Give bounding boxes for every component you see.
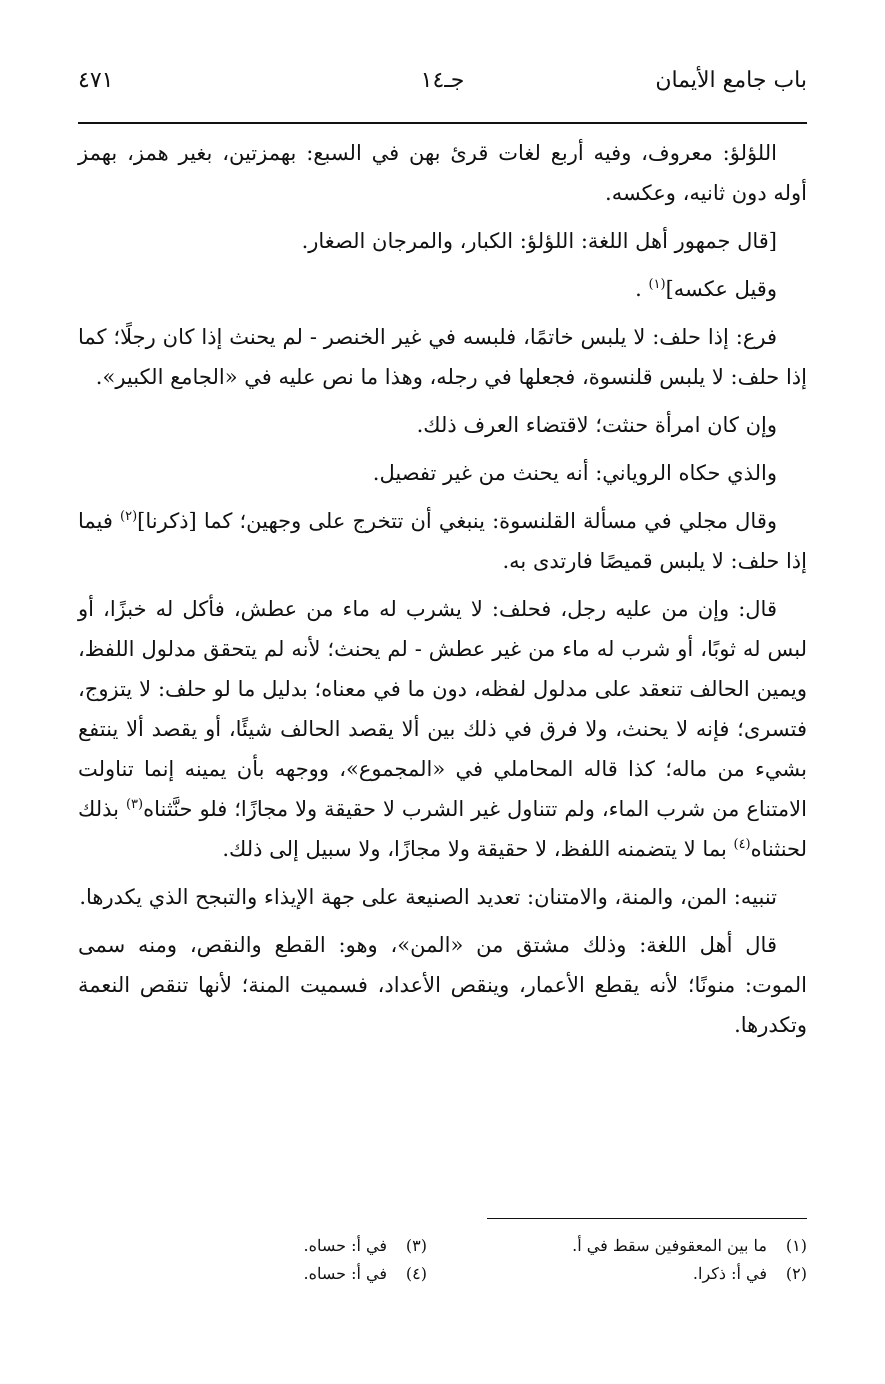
paragraph [78, 877, 807, 917]
header-divider [78, 122, 807, 124]
main-text [78, 133, 807, 1053]
paragraph-text: وقال مجلي في مسألة القلنسوة: ينبغي أن تتخرج على وجهين؛ كما [ذكرنا] [137, 509, 777, 533]
footnote [97, 1232, 427, 1260]
paragraph-text: تنبيه: المن، والمنة، والامتنان: تعديد الصنيعة على جهة الإيذاء والتبجح الذي يكدرها. [79, 885, 777, 909]
volume-label: جـ١٤ [420, 68, 465, 93]
paragraph-text: فيما إذا حلف: لا يلبس قميصًا فارتدى به. [78, 509, 807, 573]
footnote-marker: (٢) [120, 509, 138, 524]
footnote-marker: (٣) [125, 797, 144, 812]
footnote-number: (١) [785, 1236, 807, 1255]
footnote-marker: (١) [648, 277, 666, 292]
paragraph-text: اللؤلؤ: معروف، وفيه أربع لغات قرئ بهن في السبع: بهمزتين، بغير همز، بهمز أوله دون ثانيه، وعكسه. [78, 141, 807, 205]
paragraph [78, 317, 807, 397]
footnotes-column-right [477, 1232, 807, 1288]
paragraph-text: قال أهل اللغة: وذلك مشتق من «المن»، وهو: القطع والنقص، ومنه سمى الموت: منونًا؛ لأنه يقطع الأعمار، وينقص الأعداد، فسميت المنة؛ لأنها تنقص النعمة وتكدرها. [78, 933, 807, 1037]
footnote-number: (٤) [405, 1264, 427, 1283]
footnote-text: في أ: حساه. [303, 1264, 387, 1283]
paragraph-text: والذي حكاه الروياني: أنه يحنث من غير تفصيل. [372, 461, 777, 485]
footnote-text: في أ: حساه. [303, 1236, 387, 1255]
paragraph [78, 925, 807, 1045]
footnote-number: (٣) [405, 1236, 427, 1255]
paragraph-text: بما لا يتضمنه اللفظ، لا حقيقة ولا مجازًا، ولا سبيل إلى ذلك. [222, 837, 734, 861]
paragraph-text: [قال جمهور أهل اللغة: اللؤلؤ: الكبار، والمرجان الصغار. [301, 229, 777, 253]
footnote-number: (٢) [785, 1264, 807, 1283]
paragraph-text: فرع: إذا حلف: لا يلبس خاتمًا، فلبسه في غير الخنصر - لم يحنث إذا كان رجلًا؛ كما إذا حلف: لا يلبس قلنسوة، فجعلها في رجله، وهذا ما نص عليه في «الجامع الكبير». [78, 325, 807, 389]
paragraph-text: وإن كان امرأة حنثت؛ لاقتضاء العرف ذلك. [416, 413, 777, 437]
footnote-divider [487, 1218, 807, 1219]
paragraph [78, 453, 807, 493]
footnote-marker: (٤) [733, 837, 751, 852]
chapter-title: باب جامع الأيمان [655, 68, 807, 93]
paragraph-text: قال: وإن من عليه رجل، فحلف: لا يشرب له ماء من عطش، فأكل له خبزًا، أو لبس له ثوبًا، أو شرب له ماء من غير عطش - لم يحنث؛ لأنه لم يتحقق مدلول اللفظ، ويمين الحالف تنعقد على مدلول لفظه، دون ما في معناه؛ بدليل ما لو حلف: لا يتزوج، فتسرى؛ فإنه لا يحنث، ولا فرق في ذلك بين ألا يقصد الحالف شيئًا، أو يقصد ألا ينتفع بشيء من ماله؛ كذا قاله المحاملي في «المجموع»، ووجهه بأن يمينه إنما تناولت الامتناع من شرب الماء، ولم تتناول غير الشرب لا حقيقة ولا مجازًا؛ فلو حنَّثناه [78, 597, 807, 821]
paragraph [78, 133, 807, 213]
footnote [477, 1260, 807, 1288]
footnote-text: ما بين المعقوفين سقط في أ. [572, 1236, 767, 1255]
paragraph [78, 589, 807, 869]
paragraph-text: وقيل عكسه] [665, 277, 777, 301]
paragraph [78, 501, 807, 581]
paragraph-text: بذلك لحنثناه [78, 797, 807, 861]
paragraph [78, 269, 807, 309]
page-header [78, 68, 807, 108]
paragraph [78, 221, 807, 261]
page-number: ٤٧١ [78, 68, 114, 93]
footnote-text: في أ: ذكرا. [692, 1264, 767, 1283]
footnote [97, 1260, 427, 1288]
footnote [477, 1232, 807, 1260]
footnotes-column-left [97, 1232, 427, 1288]
paragraph-text: . [635, 277, 649, 301]
paragraph [78, 405, 807, 445]
